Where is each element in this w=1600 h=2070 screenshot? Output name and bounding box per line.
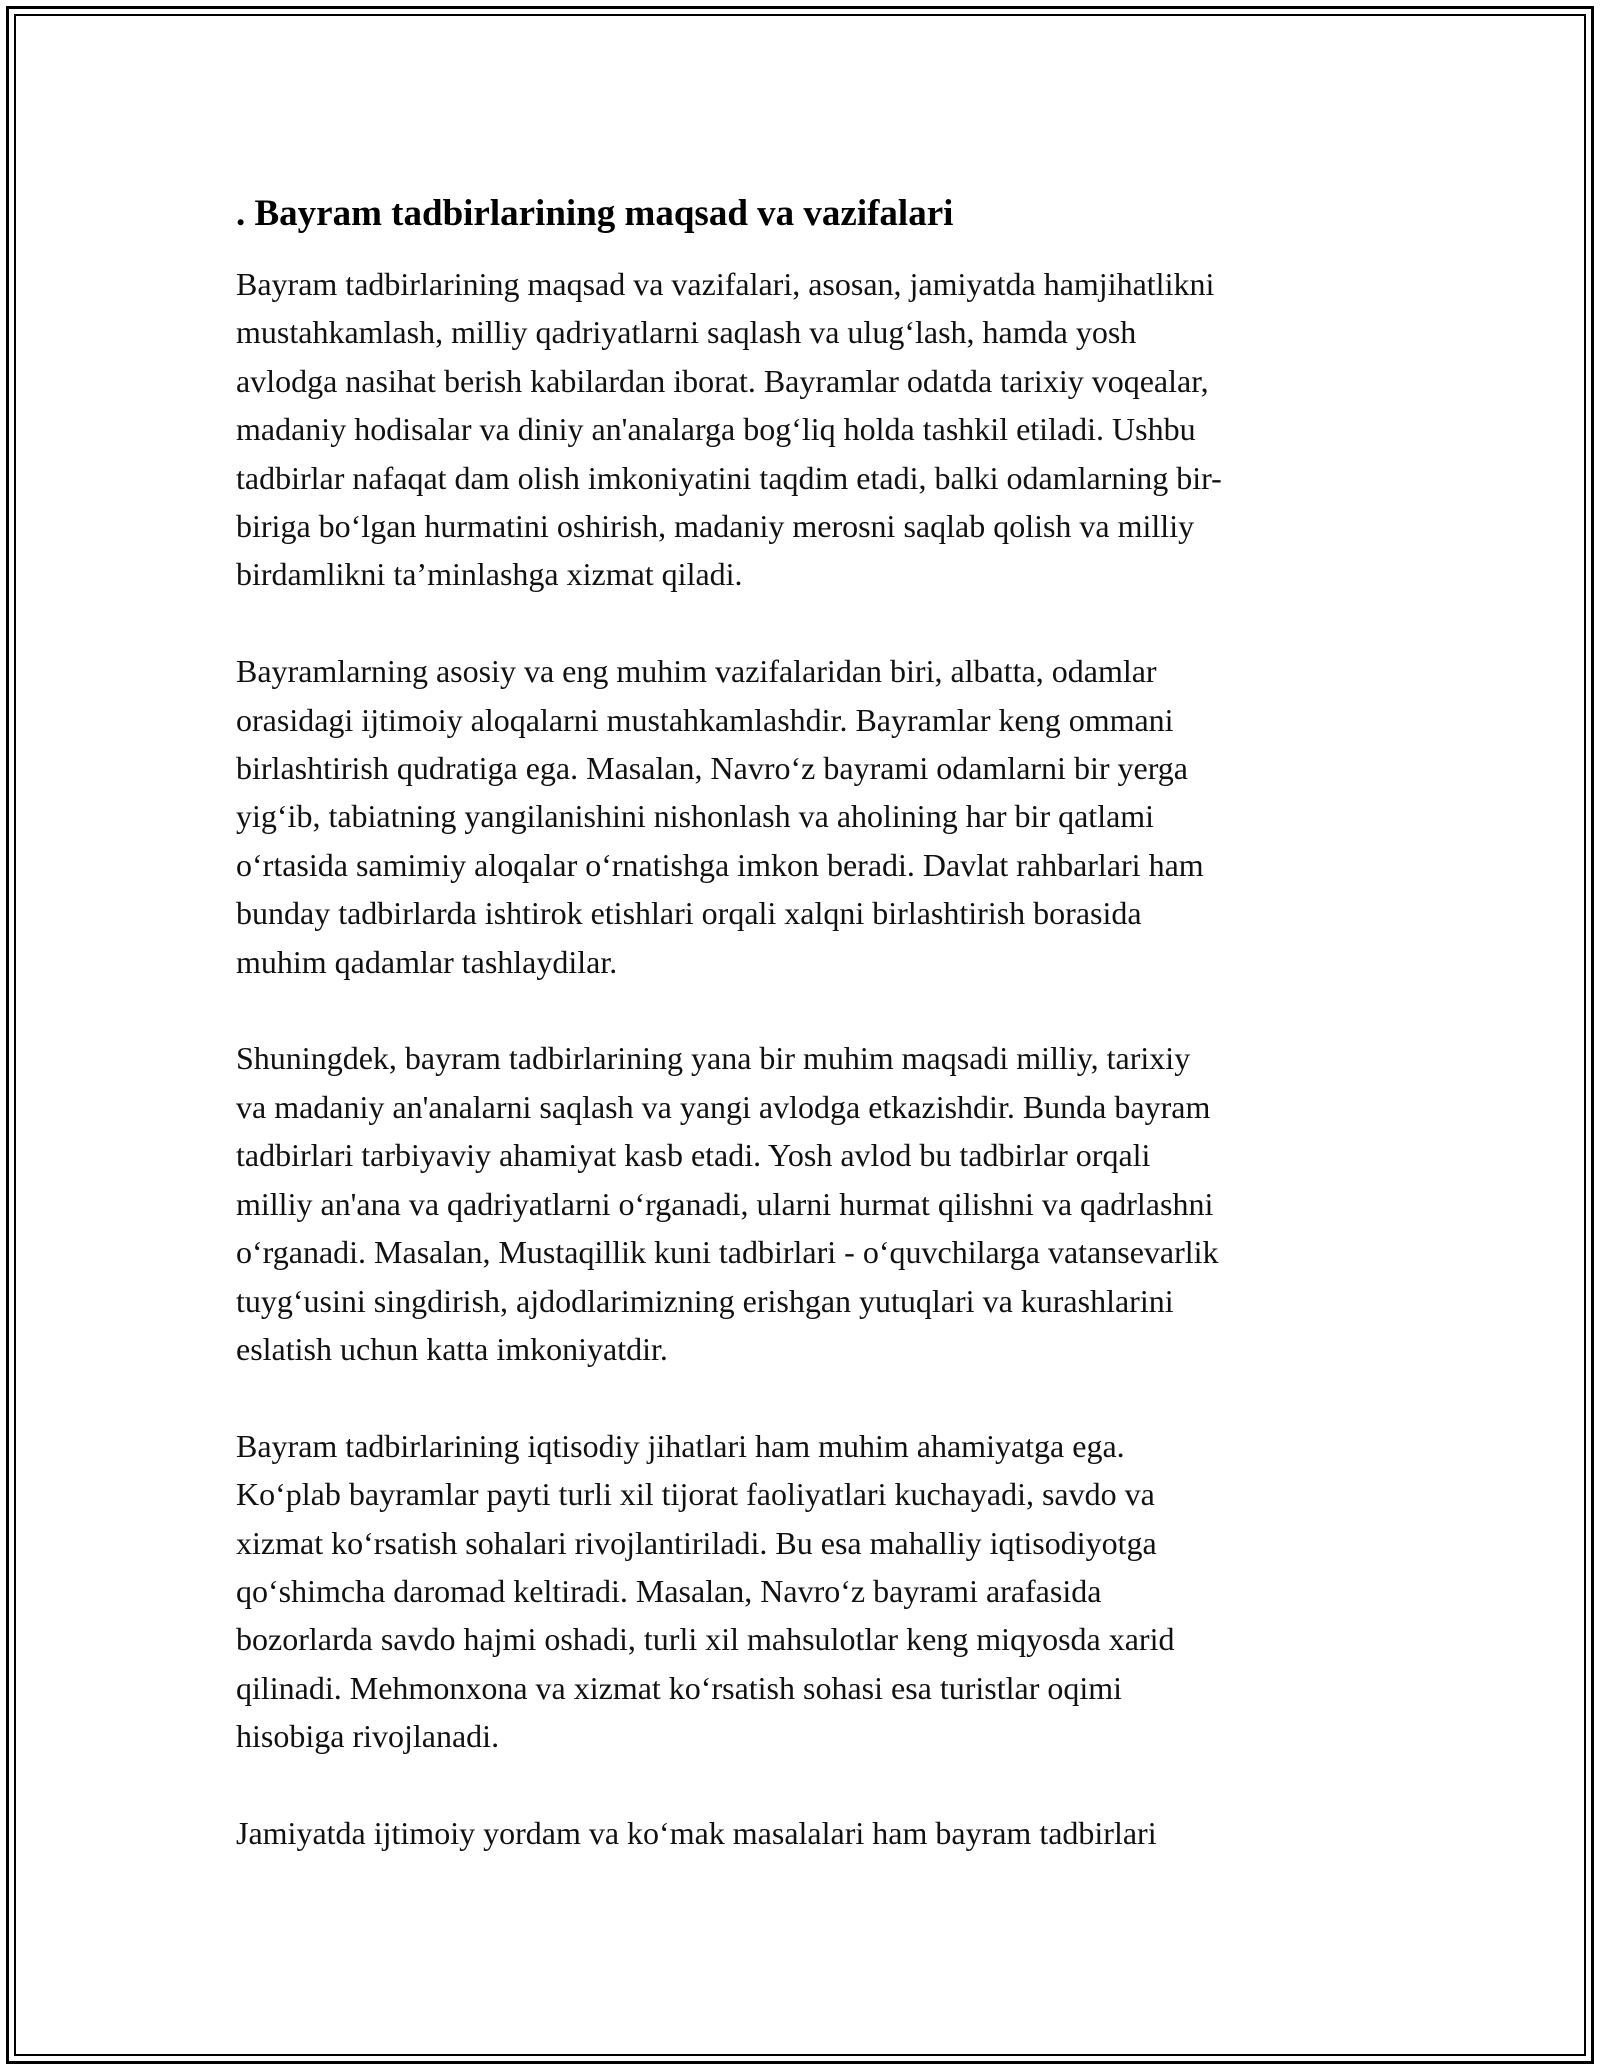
text-line: biriga bo‘lgan hurmatini oshirish, madaniy merosni saqlab qolish va milliy xyxy=(236,508,1195,545)
paragraph-2 xyxy=(236,647,1376,986)
text-line: hisobiga rivojlanadi. xyxy=(236,1718,500,1755)
paragraph-4 xyxy=(236,1422,1376,1761)
text-line: bozorlarda savdo hajmi oshadi, turli xil mahsulotlar keng miqyosda xarid xyxy=(236,1621,1175,1658)
text-line: eslatish uchun katta imkoniyatdir. xyxy=(236,1330,668,1367)
text-line: tuyg‘usini singdirish, ajdodlarimizning erishgan yutuqlari va kurashlarini xyxy=(236,1282,1174,1319)
document-body xyxy=(236,188,1376,1857)
text-line: Bayram tadbirlarining iqtisodiy jihatlari ham muhim ahamiyatga ega. xyxy=(236,1427,1125,1464)
text-line: bunday tadbirlarda ishtirok etishlari orqali xalqni birlashtirish borasida xyxy=(236,895,1142,932)
text-line: muhim qadamlar tashlaydilar. xyxy=(236,943,618,980)
text-line: xizmat ko‘rsatish sohalari rivojlantiriladi. Bu esa mahalliy iqtisodiyotga xyxy=(236,1524,1157,1561)
text-line: Ko‘plab bayramlar payti turli xil tijorat faoliyatlari kuchayadi, savdo va xyxy=(236,1476,1155,1513)
text-line: Bayram tadbirlarining maqsad va vazifalari, asosan, jamiyatda hamjihatlikni xyxy=(236,266,1215,302)
text-line: qo‘shimcha daromad keltiradi. Masalan, Navro‘z bayrami arafasida xyxy=(236,1572,1102,1609)
text-line: birdamlikni ta’minlashga xizmat qiladi. xyxy=(236,556,743,593)
text-line: mustahkamlash, milliy qadriyatlarni saqlash va ulug‘lash, hamda yosh xyxy=(236,314,1137,351)
text-line: o‘rtasida samimiy aloqalar o‘rnatishga imkon beradi. Davlat rahbarlari ham xyxy=(236,846,1204,883)
paragraph-1 xyxy=(236,260,1376,599)
text-line: va madaniy an'analarni saqlash va yangi avlodga etkazishdir. Bunda bayram xyxy=(236,1088,1211,1125)
text-line: Bayramlarning asosiy va eng muhim vazifalaridan biri, albatta, odamlar xyxy=(236,653,1157,690)
text-line: tadbirlari tarbiyaviy ahamiyat kasb etadi. Yosh avlod bu tadbirlar orqali xyxy=(236,1137,1151,1174)
text-line: madaniy hodisalar va diniy an'analarga bog‘liq holda tashkil etiladi. Ushbu xyxy=(236,411,1196,448)
text-line: birlashtirish qudratiga ega. Masalan, Navro‘z bayrami odamlarni bir yerga xyxy=(236,750,1188,787)
text-line: avlodga nasihat berish kabilardan iborat. Bayramlar odatda tarixiy voqealar, xyxy=(236,362,1209,399)
text-line: qilinadi. Mehmonxona va xizmat ko‘rsatish sohasi esa turistlar oqimi xyxy=(236,1669,1123,1706)
text-line: o‘rganadi. Masalan, Mustaqillik kuni tadbirlari - o‘quvchilarga vatansevarlik xyxy=(236,1234,1219,1271)
text-line: tadbirlar nafaqat dam olish imkoniyatini taqdim etadi, balki odamlarning bir- xyxy=(236,459,1222,496)
paragraph-3 xyxy=(236,1034,1376,1373)
text-line: milliy an'ana va qadriyatlarni o‘rganadi, ularni hurmat qilishni va qadrlashni xyxy=(236,1185,1214,1222)
text-line: yig‘ib, tabiatning yangilanishini nishonlash va aholining har bir qatlami xyxy=(236,798,1155,835)
text-line: Jamiyatda ijtimoiy yordam va ko‘mak masalalari ham bayram tadbirlari xyxy=(236,1814,1157,1851)
text-line: orasidagi ijtimoiy aloqalarni mustahkamlashdir. Bayramlar keng ommani xyxy=(236,701,1174,738)
text-line: Shuningdek, bayram tadbirlarining yana bir muhim maqsadi milliy, tarixiy xyxy=(236,1040,1191,1077)
paragraph-5 xyxy=(236,1809,1376,1857)
section-heading: . Bayram tadbirlarining maqsad va vazifalari xyxy=(236,193,954,234)
